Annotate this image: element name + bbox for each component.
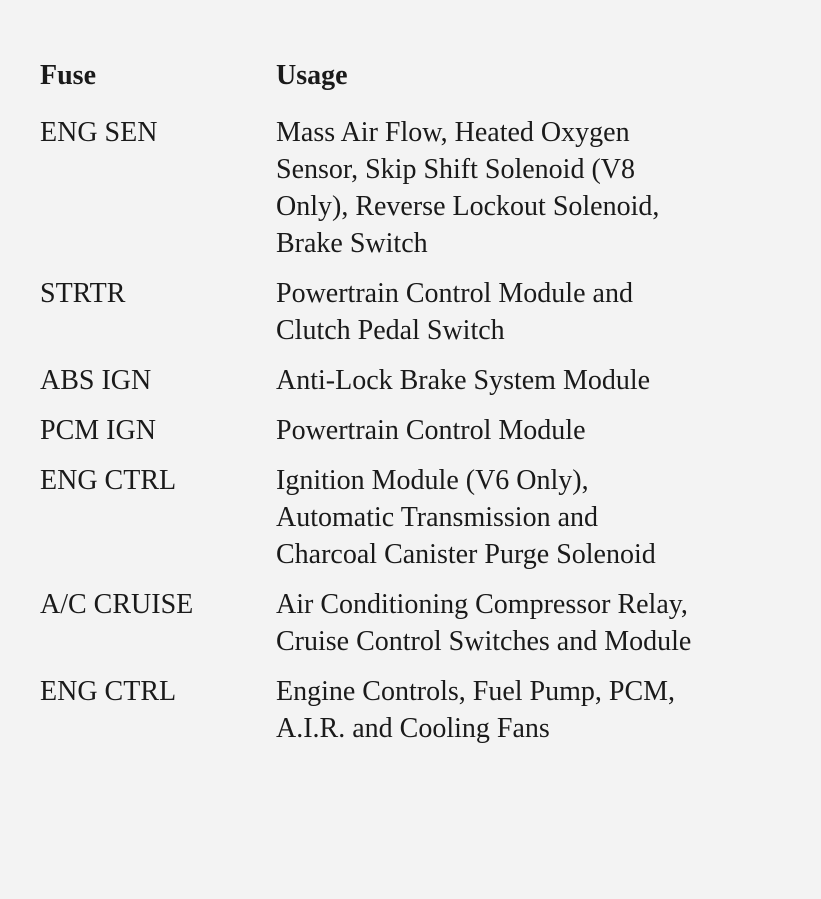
table-row bbox=[40, 412, 800, 449]
usage-cell bbox=[276, 114, 800, 262]
fuse-name-cell: ENG SEN bbox=[40, 117, 158, 148]
usage-cell bbox=[276, 586, 800, 660]
usage-line: Only), Reverse Lockout Solenoid, bbox=[276, 191, 660, 222]
usage-cell bbox=[276, 673, 800, 747]
table-row bbox=[40, 673, 800, 747]
usage-cell bbox=[276, 362, 800, 399]
usage-line: Ignition Module (V6 Only), bbox=[276, 465, 589, 496]
usage-cell bbox=[276, 412, 800, 449]
usage-line: Powertrain Control Module and bbox=[276, 278, 633, 309]
usage-line: Brake Switch bbox=[276, 228, 428, 259]
table-row bbox=[40, 362, 800, 399]
usage-cell bbox=[276, 275, 800, 349]
table-row bbox=[40, 462, 800, 573]
table-row bbox=[40, 275, 800, 349]
fuse-name-cell: ABS IGN bbox=[40, 365, 152, 396]
table-header-row bbox=[40, 56, 800, 96]
usage-line: Powertrain Control Module bbox=[276, 415, 586, 446]
usage-line: Automatic Transmission and bbox=[276, 502, 599, 533]
usage-line: Anti-Lock Brake System Module bbox=[276, 365, 651, 396]
fuse-name-cell: A/C CRUISE bbox=[40, 589, 194, 620]
usage-line: Charcoal Canister Purge Solenoid bbox=[276, 539, 656, 570]
usage-cell bbox=[276, 462, 800, 573]
table-row bbox=[40, 586, 800, 660]
usage-line: A.I.R. and Cooling Fans bbox=[276, 713, 550, 744]
usage-line: Engine Controls, Fuel Pump, PCM, bbox=[276, 676, 676, 707]
usage-column-header: Usage bbox=[276, 60, 348, 91]
fuse-name-cell: ENG CTRL bbox=[40, 465, 177, 496]
usage-line: Mass Air Flow, Heated Oxygen bbox=[276, 117, 630, 148]
usage-line: Clutch Pedal Switch bbox=[276, 315, 505, 346]
fuse-name-cell: STRTR bbox=[40, 278, 126, 309]
usage-line: Sensor, Skip Shift Solenoid (V8 bbox=[276, 154, 636, 185]
fuse-name-cell: PCM IGN bbox=[40, 415, 156, 446]
fuse-usage-table bbox=[40, 56, 800, 760]
fuse-name-cell: ENG CTRL bbox=[40, 676, 177, 707]
usage-line: Cruise Control Switches and Module bbox=[276, 626, 692, 657]
table-row bbox=[40, 114, 800, 262]
fuse-column-header: Fuse bbox=[40, 60, 96, 91]
usage-line: Air Conditioning Compressor Relay, bbox=[276, 589, 688, 620]
